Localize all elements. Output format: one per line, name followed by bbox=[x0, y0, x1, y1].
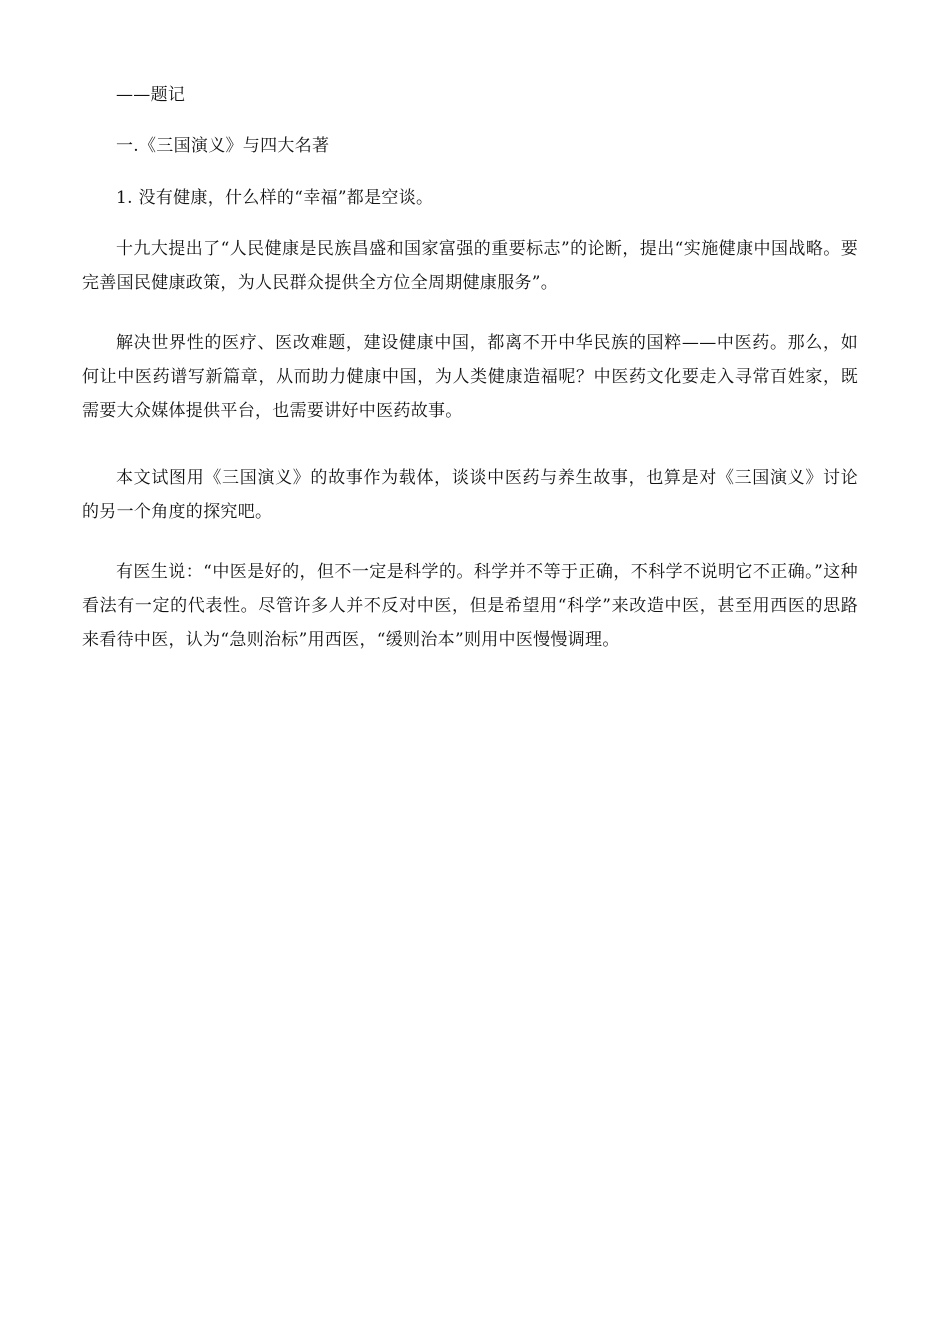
epigraph: ——题记 bbox=[116, 85, 186, 105]
paragraph-article-purpose: 本文试图用《三国演义》的故事作为载体，谈谈中医药与养生故事，也算是对《三国演义》讨论的另一个角度的探究吧。 bbox=[82, 468, 858, 522]
section-heading: 一.《三国演义》与四大名著 bbox=[116, 136, 330, 156]
paragraph-health-strategy: 十九大提出了“人民健康是民族昌盛和国家富强的重要标志”的论断，提出“实施健康中国战略。要完善国民健康政策，为人民群众提供全方位全周期健康服务”。 bbox=[82, 239, 858, 293]
sub-heading: 1. 没有健康，什么样的“幸福”都是空谈。 bbox=[116, 188, 434, 208]
paragraph-doctor-opinion: 有医生说：“中医是好的，但不一定是科学的。科学并不等于正确，不科学不说明它不正确。”这种看法有一定的代表性。尽管许多人并不反对中医，但是希望用“科学”来改造中医，甚至用西医的思路来看待中医，认为“急则治标”用西医，“缓则治本”则用中医慢慢调理。 bbox=[82, 562, 858, 650]
paragraph-chinese-medicine: 解决世界性的医疗、医改难题，建设健康中国，都离不开中华民族的国粹——中医药。那么，如何让中医药谱写新篇章，从而助力健康中国，为人类健康造福呢？中医药文化要走入寻常百姓家，既需要大众媒体提供平台，也需要讲好中医药故事。 bbox=[82, 333, 858, 421]
